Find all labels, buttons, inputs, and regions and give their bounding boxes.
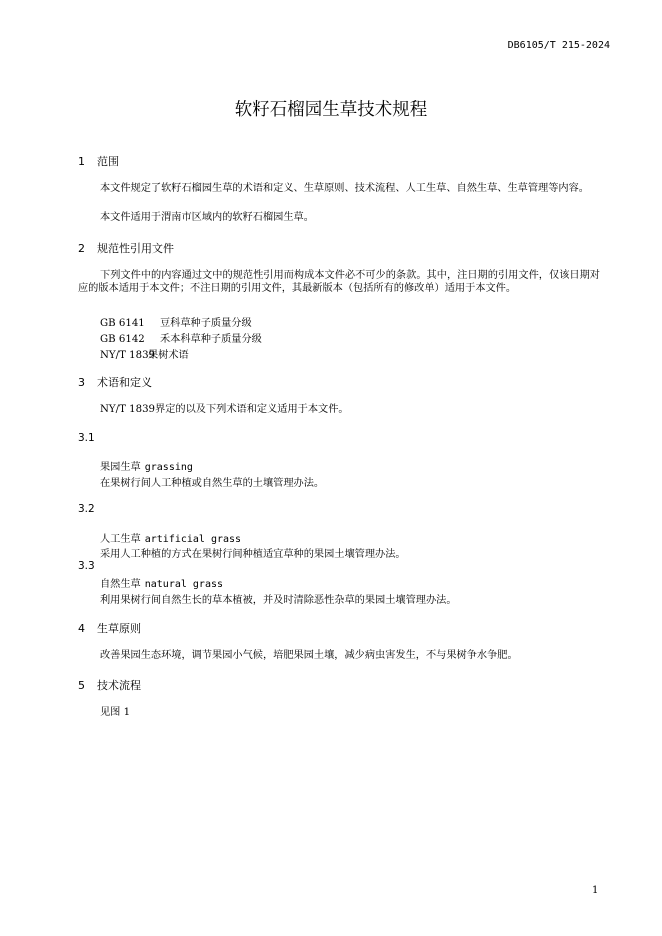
section-number: 4 (78, 622, 85, 635)
section-number: 2 (78, 242, 85, 255)
section-5-paragraph-1: 见图 1 (100, 707, 131, 718)
term-chinese: 自然生草 (100, 579, 141, 590)
section-title: 规范性引用文件 (97, 242, 174, 255)
term-english: natural grass (144, 579, 224, 590)
reference-code: GB 6141 (100, 318, 145, 329)
section-title: 范围 (97, 155, 119, 168)
reference-name: 果树术语 (148, 350, 189, 361)
section-2-heading (78, 240, 174, 256)
section-number: 1 (78, 155, 85, 168)
reference-code: NY/T 1839 (100, 350, 156, 361)
section-3-paragraph-1: NY/T 1839界定的以及下列术语和定义适用于本文件。 (100, 404, 349, 415)
term-title (100, 458, 193, 473)
section-1-heading (78, 153, 119, 169)
section-number: 3 (78, 376, 85, 389)
section-4-heading (78, 620, 141, 636)
section-title: 生草原则 (97, 622, 141, 635)
reference-item (100, 314, 252, 329)
section-1-paragraph-1: 本文件规定了软籽石榴园生草的术语和定义、生草原则、技术流程、人工生草、自然生草、生草管理等内容。 (100, 183, 589, 194)
section-5-heading (78, 677, 141, 693)
term-title (100, 575, 223, 590)
reference-code: GB 6142 (100, 334, 145, 345)
term-chinese: 果园生草 (100, 462, 141, 473)
term-definition: 采用人工种植的方式在果树行间种植适宜草种的果园土壤管理办法。 (100, 549, 406, 560)
term-english: grassing (144, 462, 193, 473)
section-number: 5 (78, 679, 85, 692)
term-title (100, 530, 241, 545)
term-number: 3.3 (78, 560, 95, 572)
document-number: DB6105/T 215-2024 (507, 40, 610, 51)
term-definition: 在果树行间人工种植或自然生草的土壤管理办法。 (100, 478, 325, 489)
term-number: 3.1 (78, 432, 95, 444)
section-1-paragraph-2: 本文件适用于渭南市区域内的软籽石榴园生草。 (100, 212, 314, 223)
section-title: 技术流程 (97, 679, 141, 692)
term-definition: 利用果树行间自然生长的草本植被，并及时清除恶性杂草的果园土壤管理办法。 (100, 595, 457, 606)
section-4-paragraph-1: 改善果园生态环境，调节果园小气候，培肥果园土壤，减少病虫害发生，不与果树争水争肥。 (100, 650, 518, 661)
term-number: 3.2 (78, 503, 95, 515)
reference-item (100, 346, 189, 361)
reference-name: 豆科草种子质量分级 (160, 318, 252, 329)
section-3-heading (78, 374, 152, 390)
term-chinese: 人工生草 (100, 534, 141, 545)
document-title: 软籽石榴园生草技术规程 (234, 100, 428, 120)
section-title: 术语和定义 (97, 376, 152, 389)
reference-item (100, 330, 262, 345)
page-number: 1 (592, 885, 599, 896)
section-2-paragraph-1: 下列文件中的内容通过文中的规范性引用而构成本文件必不可少的条款。其中，注日期的引用文件，仅该日期对应的版本适用于本文件；不注日期的引用文件，其最新版本（包括所有的修改单）适用于本文件。 (78, 270, 600, 294)
term-english: artificial grass (144, 534, 242, 545)
reference-name: 禾本科草种子质量分级 (160, 334, 262, 345)
